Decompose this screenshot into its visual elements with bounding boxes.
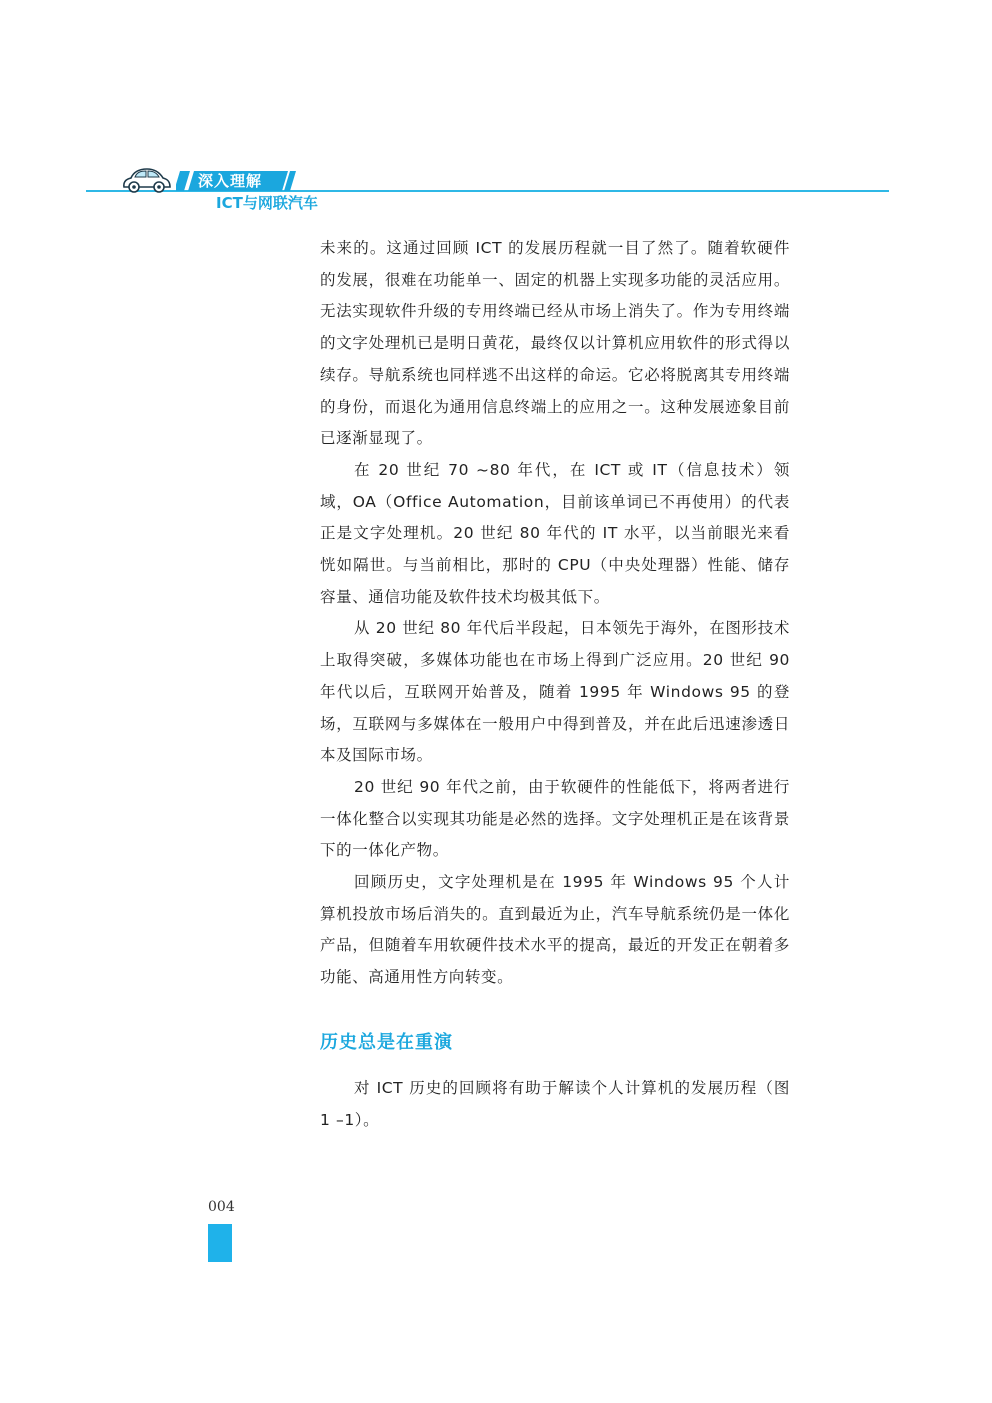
paragraph: 回顾历史，文字处理机是在 1995 年 Windows 95 个人计算机投放市场后消失的。直到最近为止，汽车导航系统仍是一体化产品，但随着车用软硬件技术水平的提高，最近的开发正在朝着多功能、高通用性方向转变。 <box>320 873 790 987</box>
paragraph: 从 20 世纪 80 年代后半段起，日本领先于海外，在图形技术上取得突破，多媒体功能也在市场上得到广泛应用。20 世纪 90 年代以后，互联网开始普及，随着 1995 年 Windows 95 的登场，互联网与多媒体在一般用户中得到普及，并在此后迅速渗透日本及国际市场。 <box>320 619 790 765</box>
page-marker-bar <box>208 1224 232 1262</box>
section-heading: 历史总是在重演 <box>320 1032 453 1053</box>
paragraph: 对 ICT 历史的回顾将有助于解读个人计算机的发展历程（图 1 –1）。 <box>320 1079 790 1129</box>
paragraph: 20 世纪 90 年代之前，由于软硬件的性能低下，将两者进行一体化整合以实现其功能是必然的选择。文字处理机正是在该背景下的一体化产物。 <box>320 777 790 860</box>
section-body <box>320 1073 790 1136</box>
book-subtitle: ICT与网联汽车 <box>216 194 318 212</box>
paragraph: 在 20 世纪 70 ~80 年代，在 ICT 或 IT（信息技术）领域，OA（Office Automation，目前该单词已不再使用）的代表正是文字处理机。20 世纪 80 年代的 IT 水平，以当前眼光来看恍如隔世。与当前相比，那时的 CPU（中央处理器）性能、储存容量、通信功能及软件技术均极其低下。 <box>320 460 790 606</box>
page-number: 004 <box>208 1199 235 1215</box>
car-icon <box>120 166 172 194</box>
body-text <box>320 233 790 994</box>
running-header <box>0 160 992 220</box>
paragraph: 未来的。这通过回顾 ICT 的发展历程就一目了然了。随着软硬件的发展，很难在功能单一、固定的机器上实现多功能的灵活应用。无法实现软件升级的专用终端已经从市场上消失了。作为专用终端的文字处理机已是明日黄花，最终仅以计算机应用软件的形式得以续存。导航系统也同样逃不出这样的命运。它必将脱离其专用终端的身份，而退化为通用信息终端上的应用之一。这种发展迹象目前已逐渐显现了。 <box>320 239 790 448</box>
book-title-tag: 深入理解 <box>198 172 263 190</box>
